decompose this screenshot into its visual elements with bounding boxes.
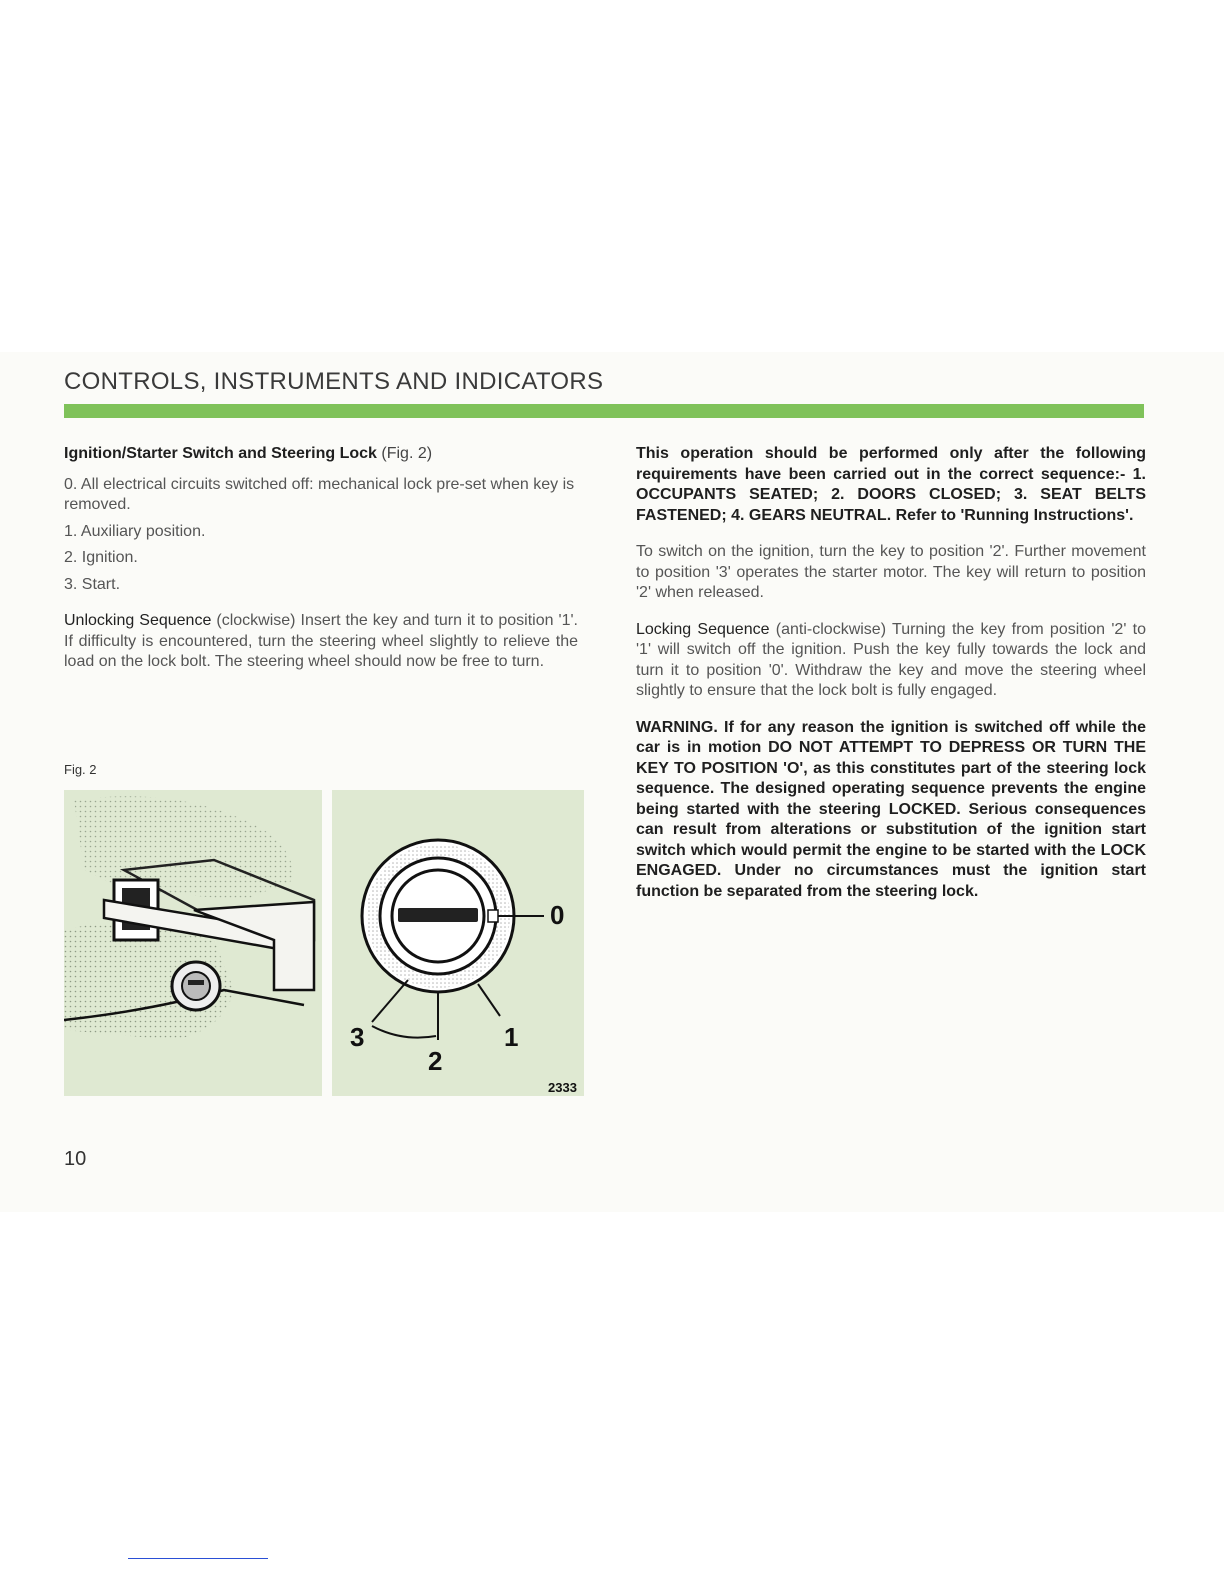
position-label-0: 0 (550, 900, 565, 930)
unlocking-text: (clockwise) Insert the key and turn it to position '1'. If difficulty is encountered, turn the steering wheel slightly to relieve the load on the lock bolt. The steering wheel should now be free to turn. (64, 612, 579, 670)
spacer (636, 526, 1146, 542)
list-item: 1. Auxiliary position. (64, 522, 206, 540)
figure-reference: (Fig. 2) (381, 445, 433, 462)
page-number: 10 (64, 1148, 87, 1170)
figure-number: 2333 (548, 1080, 577, 1095)
list-item: 3. Start. (64, 575, 121, 593)
left-column (64, 444, 578, 673)
list-item: 2. Ignition. (64, 549, 138, 566)
position-label-1: 1 (504, 1022, 519, 1052)
position-label-3: 3 (350, 1022, 365, 1052)
locking-heading: Locking Sequence (636, 620, 770, 638)
locking-text: (anti-clockwise) Turning the key from position '2' to '1' will switch off the ignition. Push the key fully towards the lock and turn it to position '0'. Withdraw the key and move the steering wheel slightly to ensure that the lock bolt is fully engaged. (636, 620, 1146, 699)
link-underline (128, 1558, 268, 1559)
figure-lock-diagram (332, 790, 584, 1096)
unlocking-heading: Unlocking Sequence (64, 612, 212, 629)
warning-paragraph: WARNING. If for any reason the ignition is switched off while the car is in motion DO NOT ATTEMPT TO DEPRESS OR TURN THE KEY TO POSITION 'O', as this constitutes part of the steering lock sequence. The designed operating sequence prevents the engine being started with the steering LOCKED. Serious consequences can result from alterations or substitution of the ignition start switch which would permit the engine to be started with the LOCK ENGAGED. Under no circumstances must the ignition start function be separated from the steering lock. (636, 718, 1146, 900)
list-item: 0. All electrical circuits switched off: mechanical lock pre-set when key is removed. (64, 475, 575, 513)
right-column (636, 444, 1146, 902)
section-heading-line (64, 444, 578, 465)
switch-on-paragraph: To switch on the ignition, turn the key to position '2'. Further movement to position '3' operates the starter motor. The key will return to position '2' when released. (636, 543, 1146, 601)
lock-positions-drawing (332, 790, 584, 1096)
figure-dashboard-illustration (64, 790, 322, 1096)
position-label-2: 2 (428, 1046, 443, 1076)
header-rule (64, 404, 1144, 418)
page-title: CONTROLS, INSTRUMENTS AND INDICATORS (64, 368, 604, 395)
unlocking-paragraph (64, 611, 578, 673)
spacer (636, 604, 1146, 620)
section-heading: Ignition/Starter Switch and Steering Lock (64, 445, 377, 462)
spacer (64, 595, 578, 611)
spacer (636, 702, 1146, 718)
requirements-paragraph: This operation should be performed only after the following requirements have been carried out in the correct sequence:- 1. OCCUPANTS SEATED; 2. DOORS CLOSED; 3. SEAT BELTS FASTENED; 4. GEARS NEUTRAL. Refer to 'Running Instructions'. (636, 445, 1146, 524)
dashboard-lock-drawing (64, 790, 322, 1096)
figure-label: Fig. 2 (64, 762, 97, 777)
locking-paragraph (636, 620, 1146, 702)
